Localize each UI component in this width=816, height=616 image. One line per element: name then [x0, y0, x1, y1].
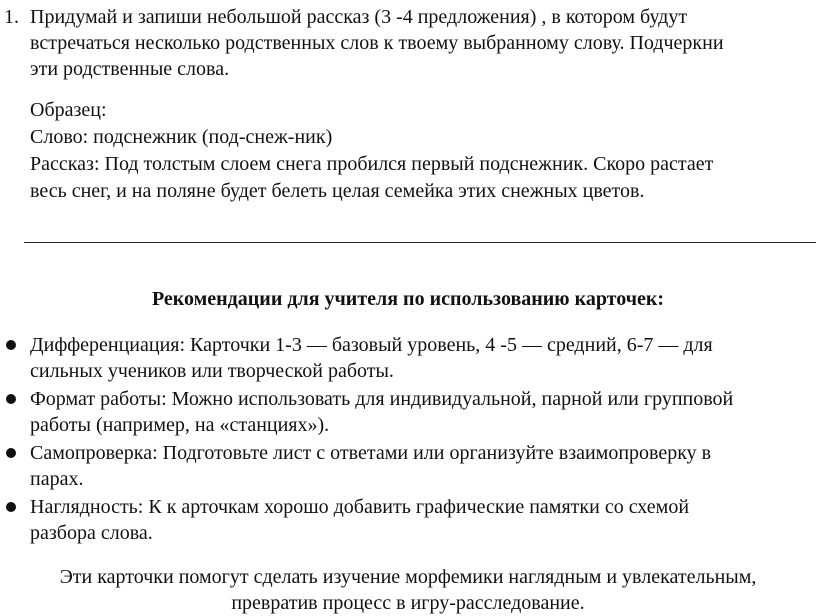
- list-item-text: [30, 386, 816, 438]
- list-item-text: [30, 332, 816, 384]
- list-item-text: [30, 494, 816, 546]
- list-item-line: Наглядность: К к арточкам хорошо добавить графические памятки со схемой: [30, 496, 690, 518]
- list-item-line: сильных учеников или творческой работы.: [30, 360, 394, 382]
- list-item: [0, 440, 816, 492]
- closing-line: Эти карточки помогут сделать изучение морфемики наглядным и увлекательным,: [59, 566, 757, 588]
- task-number: 1.: [4, 6, 19, 28]
- task-line: встречаться несколько родственных слов к твоему выбранному слову. Подчеркни: [30, 32, 724, 54]
- task-line: Придумай и запиши небольшой рассказ (3 -4 предложения) , в котором будут: [30, 6, 688, 28]
- recommendations-title: Рекомендации для учителя по использованию карточек:: [151, 288, 665, 310]
- sample-story-line: весь снег, и на поляне будет белеть целая семейка этих снежных цветов.: [30, 180, 645, 202]
- list-item: [0, 332, 816, 384]
- answer-line: [24, 242, 816, 243]
- list-item: [0, 494, 816, 546]
- sample-block: [30, 97, 816, 205]
- bullet-icon: [6, 394, 16, 404]
- list-item-line: разбора слова.: [30, 522, 153, 544]
- list-item-line: работы (например, на «станциях»).: [30, 414, 330, 436]
- list-item-line: Дифференциация: Карточки 1-3 — базовый уровень, 4 -5 — средний, 6-7 — для: [30, 334, 713, 356]
- list-item-line: Самопроверка: Подготовьте лист с ответами или организуйте взаимопроверку в: [30, 442, 712, 464]
- sample-word: Слово: подснежник (под-снеж-ник): [30, 126, 333, 148]
- closing-line: превратив процесс в игру-расследование.: [231, 592, 585, 614]
- list-item-line: Формат работы: Можно использовать для индивидуальной, парной или групповой: [30, 388, 734, 410]
- sample-story-line: Рассказ: Под толстым слоем снега пробился первый подснежник. Скоро растает: [30, 153, 714, 175]
- bullet-icon: [6, 448, 16, 458]
- bullet-icon: [6, 502, 16, 512]
- task-line: эти родственные слова.: [30, 58, 230, 80]
- recommendations-list: [0, 332, 816, 548]
- bullet-icon: [6, 340, 16, 350]
- sample-heading: Образец:: [30, 99, 107, 121]
- list-item-line: парах.: [30, 468, 84, 490]
- closing-paragraph: [0, 564, 816, 616]
- task-text: [30, 4, 816, 82]
- list-item-text: [30, 440, 816, 492]
- list-item: [0, 386, 816, 438]
